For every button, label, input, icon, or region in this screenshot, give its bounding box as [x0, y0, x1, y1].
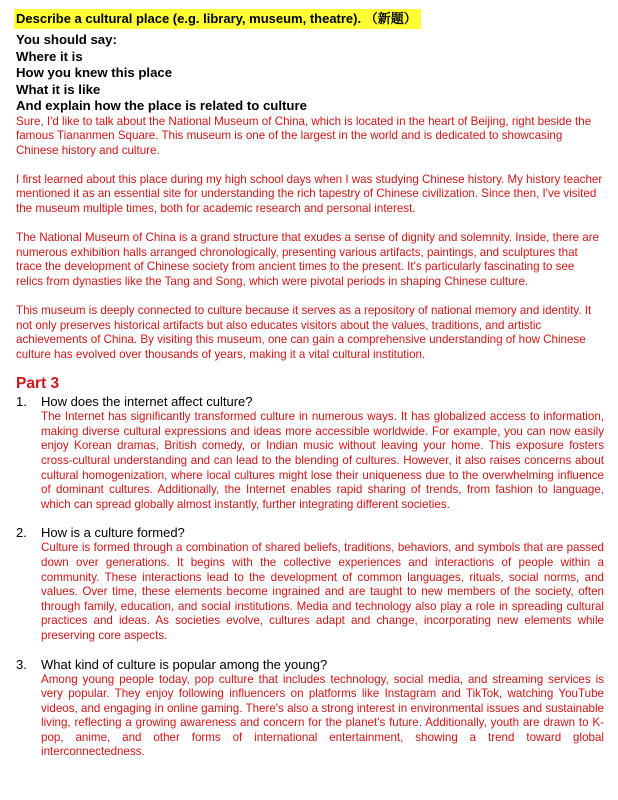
- question-answer: Among young people today, pop culture that includes technology, social media, and streaming services is very popular. They enjoy following influencers on platforms like Instagram and TikTok, watching YouTube videos, and engaging in online gaming. There's also a strong interest in environmental issues and sustainable living, reflecting a growing awareness and concern for the planet's future. Additionally, youth are drawn to K-pop, anime, and other forms of international entertainment, showing a trend toward global interconnectedness.: [41, 672, 604, 759]
- question-text: How is a culture formed?: [41, 525, 185, 541]
- question-item: [16, 394, 604, 512]
- part2-answer: [16, 115, 604, 363]
- cue-card-prompts: [16, 32, 604, 115]
- question-item: [16, 657, 604, 761]
- question-number: 1.: [16, 394, 27, 410]
- question-number: 3.: [16, 656, 27, 672]
- part2-paragraph-2: I first learned about this place during my high school days when I was studying Chinese history. My history teacher mentioned it as an essential site for understanding the rich tapestry of Chinese civilization. Since then, I've visited the museum multiple times, both for academic research and personal interest.: [16, 172, 603, 216]
- part3-heading: Part 3: [16, 375, 60, 393]
- question-item: [16, 525, 604, 643]
- cue-card-point-4: And explain how the place is related to culture: [16, 98, 307, 113]
- cue-card-intro: You should say:: [16, 32, 117, 47]
- question-text: How does the internet affect culture?: [41, 394, 253, 410]
- cue-card-point-1: Where it is: [16, 48, 83, 64]
- topic-heading: Describe a cultural place (e.g. library, museum, theatre). （新题）: [14, 9, 421, 29]
- document-page: [16, 9, 604, 773]
- part2-paragraph-1: Sure, I'd like to talk about the National Museum of China, which is located in the heart of Beijing, right beside the famous Tiananmen Square. This museum is one of the largest in the world and is dedicated to showcasing Chinese history and culture.: [16, 114, 592, 157]
- cue-card-point-2: How you knew this place: [16, 65, 173, 80]
- question-answer: The Internet has significantly transformed culture in numerous ways. It has globalized access to information, making diverse cultural expressions and ideas more accessible worldwide. For example, you can now easily enjoy Korean dramas, British comedy, or Indian music without leaving your home. This exposure fosters cross-cultural understanding and can lead to the blending of cultures. However, it also raises concerns about cultural homogenization, where local cultures might lose their uniqueness due to the overwhelming influence of dominant cultures. Additionally, the Internet enables rapid sharing of trends, from fashion to language, which can spread globally almost instantly, further integrating different societies.: [41, 410, 604, 511]
- part2-paragraph-4: This museum is deeply connected to culture because it serves as a repository of national memory and identity. It not only preserves historical artifacts but also educates visitors about the values, traditions, and artistic achievements of China. By visiting this museum, one can gain a comprehensive understanding of how Chinese culture has evolved over thousands of years, making it a vital cultural institution.: [16, 304, 592, 361]
- question-text: What kind of culture is popular among the young?: [41, 656, 328, 672]
- question-answer: Culture is formed through a combination of shared beliefs, traditions, behaviors, and symbols that are passed down over generations. It begins with the collective experiences and interactions of people within a community. These interactions lead to the development of common languages, rituals, social norms, and values. Over time, these elements become ingrained and are taught to new members of the society, often through family, education, and social institutions. Media and technology also play a role in spreading cultural practices and ideas. As societies evolve, cultures adapt and change, incorporating new elements while preserving core aspects.: [41, 541, 604, 642]
- cue-card-point-3: What it is like: [16, 81, 101, 97]
- question-number: 2.: [16, 525, 27, 541]
- part2-paragraph-3: The National Museum of China is a grand structure that exudes a sense of dignity and solemnity. Inside, there are numerous exhibition halls arranged chronologically, presenting various artifacts, paintings, and sculptures that trace the development of Chinese society from ancient times to the present. It's particularly fascinating to see relics from dynasties like the Tang and Song, which were pivotal periods in shaping Chinese culture.: [16, 231, 600, 289]
